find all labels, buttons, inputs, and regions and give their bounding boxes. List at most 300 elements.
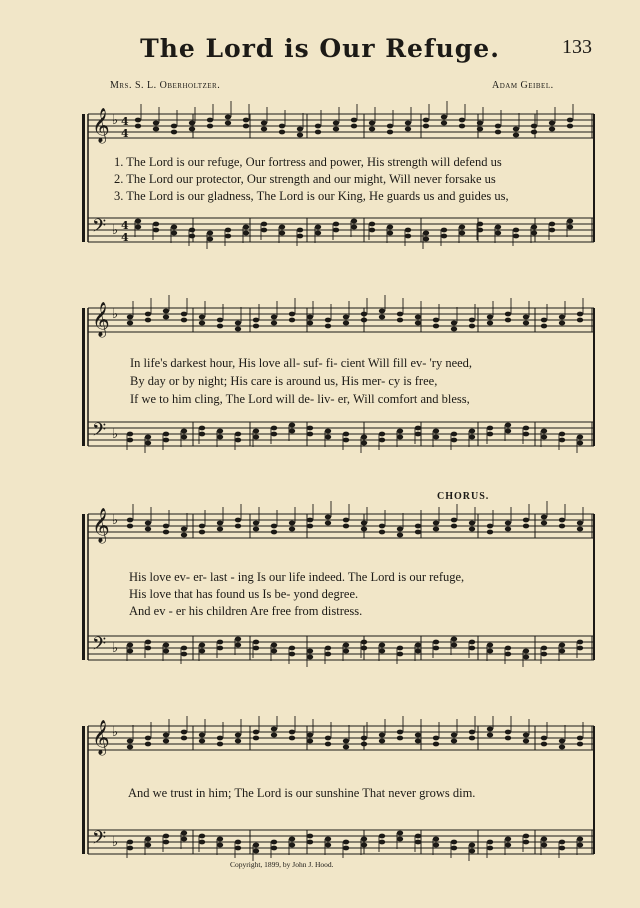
notehead <box>199 530 205 535</box>
notehead <box>307 518 313 523</box>
notehead <box>469 646 475 651</box>
notehead <box>271 432 277 437</box>
system-brace <box>82 514 85 660</box>
notehead <box>307 426 313 431</box>
notehead <box>163 739 169 744</box>
notehead <box>333 228 339 233</box>
notehead <box>433 435 439 440</box>
notehead <box>243 231 249 236</box>
notehead <box>181 646 187 651</box>
notehead <box>379 733 385 738</box>
lyric-line: And ev - er his children Are free from distress. <box>129 604 363 618</box>
notehead <box>163 315 169 320</box>
notehead <box>433 521 439 526</box>
flat-icon: ♭ <box>112 641 119 656</box>
notehead <box>541 521 547 526</box>
notehead <box>505 423 511 428</box>
notehead <box>307 733 313 738</box>
notehead <box>325 515 331 520</box>
notehead <box>127 643 133 648</box>
notehead <box>459 231 465 236</box>
notehead <box>531 231 537 236</box>
notehead <box>343 518 349 523</box>
notehead <box>325 521 331 526</box>
notehead <box>397 533 403 538</box>
system-brace <box>82 114 85 242</box>
notehead <box>523 426 529 431</box>
notehead <box>235 637 241 642</box>
notehead <box>559 524 565 529</box>
bass-clef-icon: 𝄢 <box>92 828 107 853</box>
notehead <box>315 231 321 236</box>
time-signature: 4 <box>121 127 129 140</box>
notehead <box>577 435 583 440</box>
notehead <box>379 840 385 845</box>
notehead <box>145 646 151 651</box>
notehead <box>253 429 259 434</box>
notehead <box>315 225 321 230</box>
lyric-line: 1. The Lord is our refuge, Our fortress and power, His strength will defend us <box>114 155 502 169</box>
notehead <box>433 736 439 741</box>
notehead <box>487 315 493 320</box>
notehead <box>297 133 303 138</box>
notehead <box>451 733 457 738</box>
notehead <box>225 115 231 120</box>
notehead <box>217 318 223 323</box>
notehead <box>541 837 547 842</box>
notehead <box>289 736 295 741</box>
notehead <box>451 321 457 326</box>
notehead <box>423 237 429 242</box>
notehead <box>397 318 403 323</box>
notehead <box>577 527 583 532</box>
notehead <box>163 733 169 738</box>
bass-clef-icon: 𝄢 <box>92 420 107 445</box>
notehead <box>469 521 475 526</box>
page-number: 133 <box>562 36 592 58</box>
notehead <box>279 124 285 129</box>
notehead <box>253 324 259 329</box>
notehead <box>559 315 565 320</box>
notehead <box>181 831 187 836</box>
notehead <box>189 234 195 239</box>
notehead <box>513 127 519 132</box>
notehead <box>541 646 547 651</box>
notehead <box>199 840 205 845</box>
notehead <box>559 846 565 851</box>
notehead <box>217 646 223 651</box>
notehead <box>271 321 277 326</box>
notehead <box>163 530 169 535</box>
notehead <box>343 321 349 326</box>
notehead <box>181 312 187 317</box>
notehead <box>379 643 385 648</box>
bass-staff <box>88 828 594 861</box>
notehead <box>127 745 133 750</box>
notehead <box>495 231 501 236</box>
notehead <box>405 234 411 239</box>
notehead <box>325 736 331 741</box>
notehead <box>415 524 421 529</box>
notehead <box>153 121 159 126</box>
lyric-line: His love ev- er- last - ing Is our life indeed. The Lord is our refuge, <box>129 570 465 584</box>
notehead <box>469 435 475 440</box>
system-brace <box>82 308 85 446</box>
notehead <box>505 429 511 434</box>
notehead <box>181 736 187 741</box>
notehead <box>171 130 177 135</box>
notehead <box>135 118 141 123</box>
notehead <box>469 736 475 741</box>
notehead <box>505 652 511 657</box>
notehead <box>261 127 267 132</box>
notehead <box>289 423 295 428</box>
notehead <box>523 655 529 660</box>
notehead <box>451 637 457 642</box>
notehead <box>207 118 213 123</box>
notehead <box>369 127 375 132</box>
notehead <box>235 846 241 851</box>
notehead <box>163 840 169 845</box>
notehead <box>541 843 547 848</box>
notehead <box>487 727 493 732</box>
notehead <box>289 429 295 434</box>
notehead <box>235 432 241 437</box>
notehead <box>577 521 583 526</box>
notehead <box>181 318 187 323</box>
notehead <box>297 228 303 233</box>
notehead <box>433 646 439 651</box>
bass-staff <box>88 634 594 667</box>
author-credit: Mrs. S. L. Oberholtzer. <box>110 80 221 91</box>
notehead <box>559 438 565 443</box>
notehead <box>145 312 151 317</box>
notehead <box>351 219 357 224</box>
notehead <box>469 324 475 329</box>
notehead <box>279 231 285 236</box>
notehead <box>487 846 493 851</box>
notehead <box>441 115 447 120</box>
notehead <box>199 524 205 529</box>
notehead <box>505 318 511 323</box>
notehead <box>145 736 151 741</box>
notehead <box>235 327 241 332</box>
notehead <box>505 837 511 842</box>
notehead <box>199 315 205 320</box>
notehead <box>325 324 331 329</box>
notehead <box>379 739 385 744</box>
notehead <box>397 435 403 440</box>
notehead <box>343 840 349 845</box>
lyric-line: In life's darkest hour, His love all- suf- fi- cient Will fill ev- 'ry need, <box>130 356 473 370</box>
notehead <box>387 124 393 129</box>
notehead <box>415 840 421 845</box>
notehead <box>145 640 151 645</box>
notehead <box>343 643 349 648</box>
flat-icon: ♭ <box>112 223 119 238</box>
flat-icon: ♭ <box>112 835 119 850</box>
notehead <box>405 127 411 132</box>
notehead <box>343 745 349 750</box>
notehead <box>181 837 187 842</box>
notehead <box>469 640 475 645</box>
notehead <box>217 324 223 329</box>
notehead <box>415 321 421 326</box>
notehead <box>235 739 241 744</box>
notehead <box>217 742 223 747</box>
notehead <box>451 438 457 443</box>
notehead <box>325 318 331 323</box>
notehead <box>217 435 223 440</box>
notehead <box>379 530 385 535</box>
notehead <box>487 840 493 845</box>
notehead <box>153 127 159 132</box>
notehead <box>343 524 349 529</box>
notehead <box>469 318 475 323</box>
notehead <box>369 121 375 126</box>
notehead <box>397 837 403 842</box>
notehead <box>577 837 583 842</box>
notehead <box>127 518 133 523</box>
notehead <box>235 643 241 648</box>
notehead <box>495 225 501 230</box>
notehead <box>577 441 583 446</box>
notehead <box>253 640 259 645</box>
time-signature: 4 <box>121 219 129 232</box>
notehead <box>415 432 421 437</box>
notehead <box>469 429 475 434</box>
notehead <box>217 521 223 526</box>
notehead <box>397 312 403 317</box>
notehead <box>559 840 565 845</box>
notehead <box>469 843 475 848</box>
notehead <box>127 840 133 845</box>
notehead <box>379 309 385 314</box>
notehead <box>379 438 385 443</box>
notehead <box>189 127 195 132</box>
notehead <box>559 321 565 326</box>
notehead <box>423 124 429 129</box>
notehead <box>487 649 493 654</box>
notehead <box>325 652 331 657</box>
notehead <box>135 219 141 224</box>
notehead <box>397 736 403 741</box>
notehead <box>379 524 385 529</box>
notehead <box>271 643 277 648</box>
notehead <box>207 231 213 236</box>
notehead <box>199 834 205 839</box>
notehead <box>559 745 565 750</box>
lyric-line: 3. The Lord is our gladness, The Lord is our King, He guards us and guides us, <box>114 189 509 203</box>
notehead <box>495 124 501 129</box>
notehead <box>217 429 223 434</box>
notehead <box>559 649 565 654</box>
notehead <box>261 121 267 126</box>
notehead <box>181 652 187 657</box>
notehead <box>459 225 465 230</box>
notehead <box>505 521 511 526</box>
notehead <box>487 524 493 529</box>
notehead <box>577 646 583 651</box>
notehead <box>289 646 295 651</box>
notehead <box>253 435 259 440</box>
notehead <box>235 524 241 529</box>
notehead <box>271 530 277 535</box>
notehead <box>441 121 447 126</box>
notehead <box>495 130 501 135</box>
notehead <box>397 652 403 657</box>
notehead <box>235 733 241 738</box>
notehead <box>235 518 241 523</box>
notehead <box>451 643 457 648</box>
notehead <box>145 837 151 842</box>
notehead <box>459 118 465 123</box>
notehead <box>289 521 295 526</box>
notehead <box>199 739 205 744</box>
flat-icon: ♭ <box>112 513 119 528</box>
notehead <box>577 318 583 323</box>
notehead <box>415 739 421 744</box>
notehead <box>541 429 547 434</box>
notehead <box>181 527 187 532</box>
notehead <box>243 118 249 123</box>
notehead <box>531 124 537 129</box>
notehead <box>271 846 277 851</box>
notehead <box>397 429 403 434</box>
notehead <box>549 121 555 126</box>
notehead <box>433 640 439 645</box>
notehead <box>289 837 295 842</box>
notehead <box>135 124 141 129</box>
notehead <box>163 309 169 314</box>
notehead <box>549 127 555 132</box>
notehead <box>387 231 393 236</box>
notehead <box>567 118 573 123</box>
notehead <box>315 130 321 135</box>
notehead <box>135 225 141 230</box>
hymn-title: The Lord is Our Refuge. <box>140 34 500 63</box>
notehead <box>199 426 205 431</box>
notehead <box>397 730 403 735</box>
notehead <box>469 730 475 735</box>
notehead <box>271 315 277 320</box>
notehead <box>127 438 133 443</box>
notehead <box>145 435 151 440</box>
notehead <box>217 843 223 848</box>
lyric-line: And we trust in him; The Lord is our sunshine That never grows dim. <box>128 786 476 800</box>
notehead <box>333 222 339 227</box>
notehead <box>181 730 187 735</box>
notehead <box>451 840 457 845</box>
notehead <box>163 834 169 839</box>
treble-staff <box>88 501 594 544</box>
notehead <box>415 315 421 320</box>
notehead <box>253 730 259 735</box>
notehead <box>271 840 277 845</box>
notehead <box>127 846 133 851</box>
notehead <box>333 121 339 126</box>
chorus-label: CHORUS. <box>437 491 490 502</box>
notehead <box>415 649 421 654</box>
notehead <box>225 228 231 233</box>
notehead <box>217 736 223 741</box>
notehead <box>523 518 529 523</box>
notehead <box>523 649 529 654</box>
notehead <box>127 315 133 320</box>
notehead <box>487 733 493 738</box>
notehead <box>225 234 231 239</box>
notehead <box>523 321 529 326</box>
notehead <box>127 321 133 326</box>
notehead <box>325 843 331 848</box>
notehead <box>541 736 547 741</box>
lyric-line: His love that has found us Is be- yond degree. <box>129 587 359 601</box>
notehead <box>307 840 313 845</box>
notehead <box>541 324 547 329</box>
notehead <box>523 739 529 744</box>
flat-icon: ♭ <box>112 725 119 740</box>
notehead <box>181 435 187 440</box>
notehead <box>271 649 277 654</box>
notehead <box>333 127 339 132</box>
notehead <box>307 321 313 326</box>
lyric-line: By day or by night; His care is around us, His mer- cy is free, <box>130 374 438 388</box>
notehead <box>261 228 267 233</box>
notehead <box>415 530 421 535</box>
notehead <box>513 133 519 138</box>
notehead <box>145 843 151 848</box>
notehead <box>307 834 313 839</box>
notehead <box>451 524 457 529</box>
notehead <box>487 426 493 431</box>
notehead <box>243 124 249 129</box>
notehead <box>145 742 151 747</box>
notehead <box>127 524 133 529</box>
notehead <box>163 432 169 437</box>
treble-clef-icon: 𝄞 <box>92 302 110 337</box>
notehead <box>289 843 295 848</box>
notehead <box>163 643 169 648</box>
notehead <box>415 733 421 738</box>
notehead <box>505 527 511 532</box>
notehead <box>567 219 573 224</box>
notehead <box>171 124 177 129</box>
notehead <box>289 652 295 657</box>
notehead <box>307 739 313 744</box>
notehead <box>163 524 169 529</box>
notehead <box>253 646 259 651</box>
notehead <box>145 441 151 446</box>
notehead <box>253 527 259 532</box>
notehead <box>289 312 295 317</box>
composer-credit: Adam Geibel. <box>492 80 554 91</box>
notehead <box>523 315 529 320</box>
notehead <box>271 426 277 431</box>
notehead <box>469 849 475 854</box>
notehead <box>451 432 457 437</box>
notehead <box>577 736 583 741</box>
notehead <box>289 318 295 323</box>
notehead <box>343 432 349 437</box>
notehead <box>127 432 133 437</box>
notehead <box>505 843 511 848</box>
time-signature: 4 <box>121 231 129 244</box>
notehead <box>127 649 133 654</box>
notehead <box>387 130 393 135</box>
notehead <box>271 733 277 738</box>
notehead <box>549 228 555 233</box>
notehead <box>567 124 573 129</box>
